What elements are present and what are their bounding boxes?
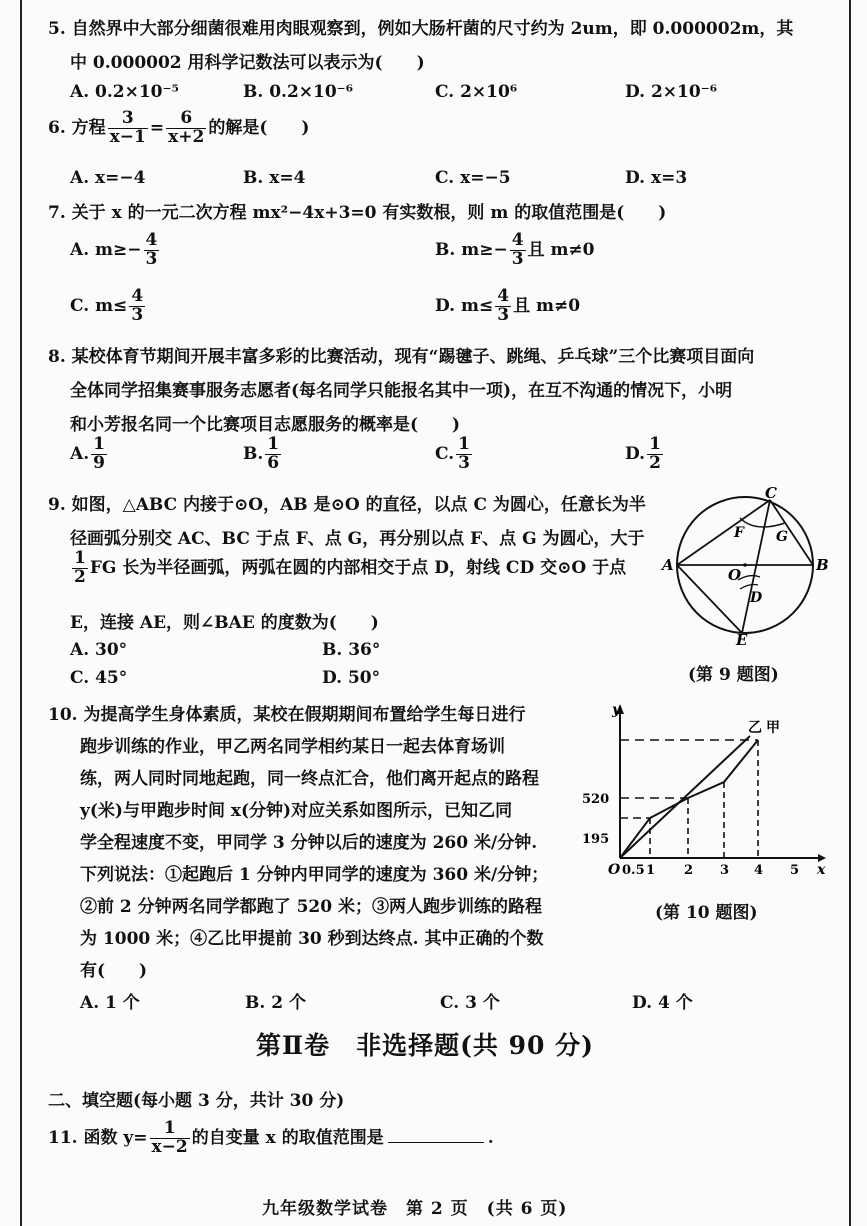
section-ii-title: 第Ⅱ卷 非选择题(共 90 分) — [256, 1031, 594, 1060]
q8-option-d — [625, 436, 665, 473]
q8-d-fraction — [647, 436, 663, 473]
q9-label-a: A — [662, 556, 674, 574]
q7-b-num: 4 — [511, 230, 524, 250]
q7-c-num: 4 — [131, 286, 144, 306]
q11-prefix: 11. 函数 y= — [48, 1127, 148, 1148]
q6-fraction-1 — [108, 110, 148, 147]
q10-stem-line5: 学全程速度不变，甲同学 3 分钟以后的速度为 260 米/分钟. — [80, 833, 538, 853]
q9-stem-line2: 径画弧分别交 AC、BC 于点 F、点 G，再分别以点 F、点 G 为圆心，大于 — [70, 529, 645, 549]
q7-d-den: 3 — [497, 304, 510, 325]
q6-prefix: 6. 方程 — [48, 117, 106, 138]
q7-b-prefix: B. m≥− — [435, 239, 508, 260]
q8-b-num: 1 — [267, 434, 280, 454]
q5-stem-line2: 中 0.000002 用科学记数法可以表示为( ) — [70, 53, 425, 73]
q6-fraction-2 — [166, 110, 206, 147]
q7-c-fraction — [129, 288, 145, 325]
q7-c-den: 3 — [131, 304, 144, 325]
q8-b-prefix: B. — [243, 443, 264, 464]
q10-tick-1: 1 — [646, 863, 656, 878]
q9-option-a: A. 30° — [70, 640, 128, 660]
q11-stem — [48, 1120, 494, 1157]
q10-option-c: C. 3 个 — [440, 993, 500, 1013]
q8-b-fraction — [265, 436, 281, 473]
q9-center-dot — [743, 563, 747, 567]
q9-stem-line1: 9. 如图，△ABC 内接于⊙O，AB 是⊙O 的直径，以点 C 为圆心，任意长为半 — [48, 495, 646, 515]
q6-f1-denominator: x−1 — [109, 126, 146, 147]
q10-line-jia — [620, 740, 758, 858]
q8-d-num: 1 — [649, 434, 661, 454]
q11-fraction — [150, 1120, 190, 1157]
q7-a-num: 4 — [145, 230, 158, 250]
left-border — [20, 0, 22, 1226]
q7-d-num: 4 — [497, 286, 510, 306]
q8-stem-line3: 和小芳报名同一个比赛项目志愿服务的概率是( ) — [70, 415, 461, 435]
q8-stem-line1: 8. 某校体育节期间开展丰富多彩的比赛活动，现有“踢毽子、跳绳、乒乓球”三个比赛项目面向 — [48, 347, 755, 367]
q7-d-suffix: 且 m≠0 — [513, 295, 581, 316]
q9-option-d: D. 50° — [322, 668, 381, 688]
q5-option-c: C. 2×10⁶ — [435, 82, 518, 102]
q10-stem-line3: 练，两人同时同地起跑，同一终点汇合，他们离开起点的路程 — [80, 769, 539, 789]
q11-period: . — [487, 1127, 494, 1148]
q7-c-prefix: C. m≤ — [70, 295, 128, 316]
q9-label-d: D — [750, 590, 763, 606]
q6-equals: = — [149, 117, 165, 138]
right-border — [849, 0, 851, 1226]
q10-option-a: A. 1 个 — [80, 993, 140, 1013]
q9-option-b: B. 36° — [322, 640, 381, 660]
q10-x-arrow — [818, 854, 826, 862]
q6-suffix: 的解是( ) — [208, 117, 310, 138]
q9-label-b: B — [816, 556, 829, 574]
q6-stem — [48, 110, 309, 147]
q6-option-a: A. x=−4 — [70, 168, 146, 188]
q9-label-c: C — [765, 484, 777, 502]
q10-label-jia: 甲 — [766, 720, 780, 736]
q9-half-den: 2 — [74, 566, 86, 587]
q7-stem: 7. 关于 x 的一元二次方程 mx²−4x+3=0 有实数根，则 m 的取值范围是( ) — [48, 203, 667, 223]
q9-label-g: G — [776, 529, 788, 545]
q8-a-den: 9 — [93, 452, 105, 473]
q8-c-den: 3 — [458, 452, 470, 473]
q9-arc-d2 — [740, 585, 758, 590]
q10-tick-0-5: 0.5 — [622, 863, 645, 878]
q11-num: 1 — [150, 1120, 190, 1139]
q10-stem-line7: ②前 2 分钟两名同学都跑了 520 米；③两人跑步训练的路程 — [80, 897, 542, 917]
q7-d-prefix: D. m≤ — [435, 295, 494, 316]
q6-f2-numerator: 6 — [166, 110, 206, 129]
q10-stem-line6: 下列说法：①起跑后 1 分钟内甲同学的速度为 360 米/分钟； — [80, 865, 549, 885]
q9-ray-cd — [742, 500, 770, 633]
q7-b-fraction — [510, 232, 526, 269]
q10-origin-label: O — [608, 862, 621, 878]
q5-option-d: D. 2×10⁻⁶ — [625, 82, 718, 102]
q8-stem-line2: 全体同学招集赛事服务志愿者(每名同学只能报名其中一项)，在互不沟通的情况下，小明 — [70, 381, 733, 401]
q8-option-b — [243, 436, 283, 473]
q9-option-c: C. 45° — [70, 668, 128, 688]
q9-label-e: E — [736, 631, 748, 649]
part-ii-heading: 二、填空题(每小题 3 分，共计 30 分) — [48, 1091, 345, 1111]
q7-a-fraction — [144, 232, 160, 269]
q11-answer-blank[interactable] — [388, 1128, 484, 1143]
q10-tick-5: 5 — [790, 863, 800, 878]
q9-stem-line3 — [70, 550, 626, 587]
q8-option-c — [435, 436, 474, 473]
q6-f1-numerator: 3 — [108, 110, 148, 129]
q9-half-num: 1 — [74, 548, 86, 568]
q5-option-b: B. 0.2×10⁻⁶ — [243, 82, 354, 102]
q10-x-label: x — [817, 862, 826, 878]
q9-chord-ac — [677, 500, 770, 565]
q10-tick-195: 195 — [582, 832, 610, 847]
q9-stem-line4: E，连接 AE，则∠BAE 的度数为( ) — [70, 613, 379, 633]
q10-tick-4: 4 — [754, 863, 764, 878]
q8-d-prefix: D. — [625, 443, 646, 464]
q10-option-b: B. 2 个 — [245, 993, 306, 1013]
q7-a-den: 3 — [145, 248, 158, 269]
q9-caption: (第 9 题图) — [688, 665, 779, 685]
q5-option-a: A. 0.2×10⁻⁵ — [70, 82, 179, 102]
q8-option-a — [70, 436, 109, 473]
q10-tick-520: 520 — [582, 792, 610, 807]
q10-stem-line9: 有( ) — [80, 961, 148, 981]
q6-f2-denominator: x+2 — [168, 126, 205, 147]
q9-circle-figure — [660, 484, 830, 649]
q10-tick-3: 3 — [720, 863, 730, 878]
q10-tick-2: 2 — [684, 863, 694, 878]
q10-line-yi — [620, 736, 750, 858]
q10-stem-line2: 跑步训练的作业，甲乙两名同学相约某日一起去体育场训 — [80, 737, 505, 757]
q9-arc-d1 — [738, 576, 760, 580]
q8-d-den: 2 — [649, 452, 661, 473]
q9-line3-text: FG 长为半径画弧，两弧在圆的内部相交于点 D，射线 CD 交⊙O 于点 — [89, 557, 627, 578]
q10-stem-line4: y(米)与甲跑步时间 x(分钟)对应关系如图所示，已知乙同 — [80, 801, 513, 821]
q7-option-a — [70, 232, 161, 269]
q6-option-b: B. x=4 — [243, 168, 306, 188]
q9-half-fraction — [72, 550, 88, 587]
q7-a-prefix: A. m≥− — [70, 239, 142, 260]
q10-stem-line1: 10. 为提高学生身体素质，某校在假期期间布置给学生每日进行 — [48, 705, 526, 725]
q11-den: x−2 — [151, 1136, 188, 1157]
q8-b-den: 6 — [267, 452, 280, 473]
q8-a-num: 1 — [93, 434, 105, 454]
q6-option-c: C. x=−5 — [435, 168, 511, 188]
q9-arc-fg — [740, 518, 785, 527]
q9-label-f: F — [734, 525, 744, 541]
q8-c-prefix: C. — [435, 443, 455, 464]
q10-label-yi: 乙 — [748, 720, 762, 736]
q10-y-label: y — [612, 702, 621, 718]
q9-label-o: O — [728, 566, 742, 584]
q8-c-num: 1 — [458, 434, 470, 454]
q7-b-suffix: 且 m≠0 — [527, 239, 595, 260]
q7-d-fraction — [495, 288, 511, 325]
q10-option-d: D. 4 个 — [632, 993, 693, 1013]
page-footer: 九年级数学试卷 第 2 页 (共 6 页) — [262, 1199, 568, 1219]
q11-suffix: 的自变量 x 的取值范围是 — [191, 1127, 384, 1148]
q10-caption: (第 10 题图) — [655, 903, 758, 923]
q7-option-b — [435, 232, 595, 269]
q6-option-d: D. x=3 — [625, 168, 688, 188]
q8-a-fraction — [91, 436, 107, 473]
q7-b-den: 3 — [511, 248, 524, 269]
q5-stem-line1: 5. 自然界中大部分细菌很难用肉眼观察到，例如大肠杆菌的尺寸约为 2um，即 0.000002m，其 — [48, 19, 794, 39]
q8-a-prefix: A. — [70, 443, 90, 464]
q7-option-d — [435, 288, 580, 325]
q10-stem-line8: 为 1000 米；④乙比甲提前 30 秒到达终点. 其中正确的个数 — [80, 929, 544, 949]
q8-c-fraction — [456, 436, 472, 473]
q7-option-c — [70, 288, 147, 325]
q10-distance-time-graph — [582, 700, 830, 880]
